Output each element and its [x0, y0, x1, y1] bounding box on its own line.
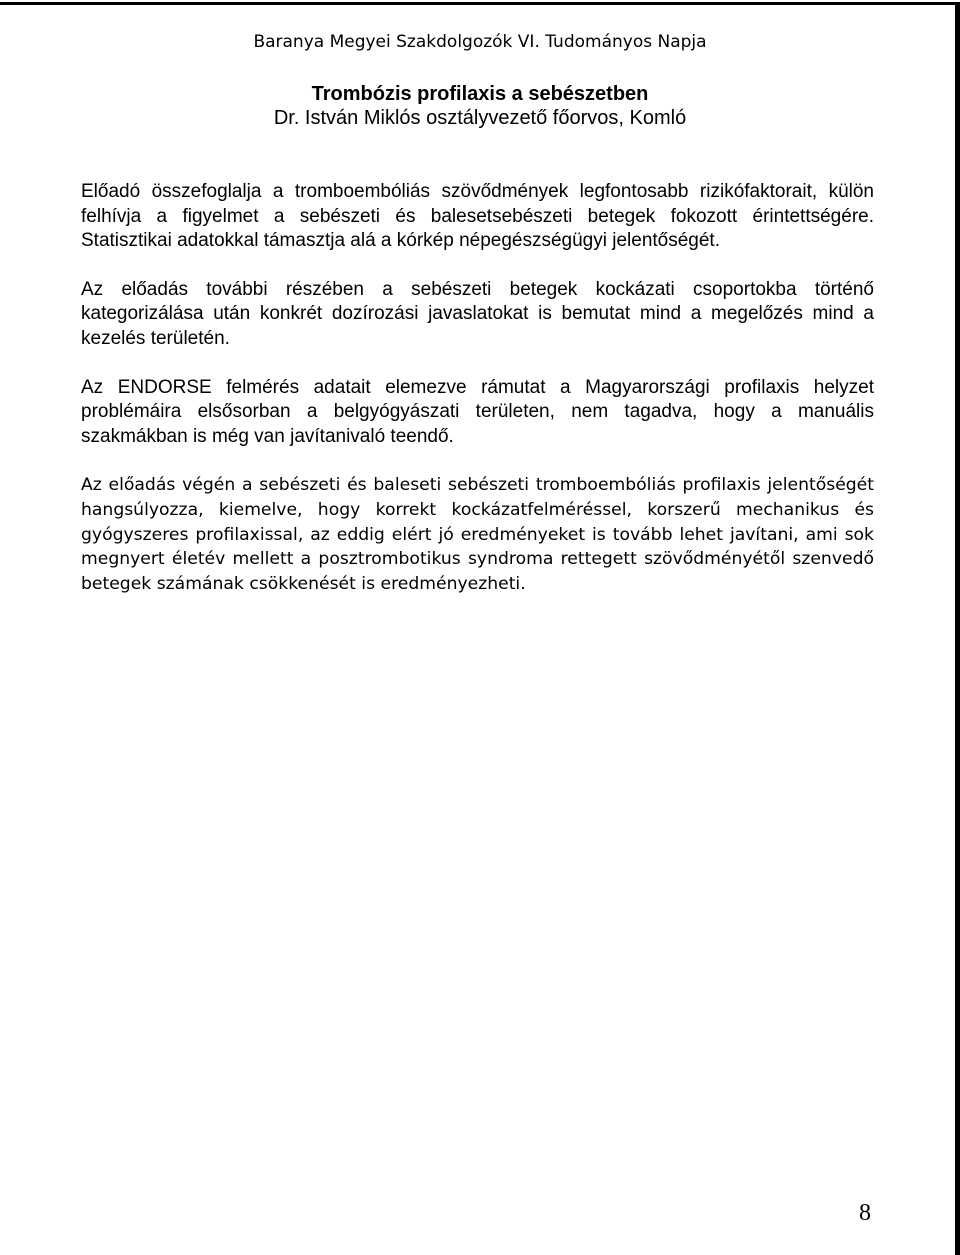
paragraph-3: Az ENDORSE felmérés adatait elemezve rámutat a Magyarországi profilaxis helyzet problémáira elsősorban a belgyógyászati területen, nem tagadva, hogy a manuális szakmákban is még van javítanivaló teendő.	[81, 376, 874, 447]
paragraph-2: Az előadás további részében a sebészeti betegek kockázati csoportokba történő kategorizálása után konkrét dozírozási javaslatokat is bemutat mind a megelőzés mind a kezelés területén.	[81, 278, 874, 349]
top-border-rule	[0, 2, 960, 5]
paragraph-1: Előadó összefoglalja a tromboembóliás szövődmények legfontosabb rizikófaktorait, külön felhívja a figyelmet a sebészeti és balesetsebészeti betegek fokozott érintettségére. Statisztikai adatokkal támasztja alá a kórkép népegészségügyi jelentőségét.	[81, 181, 874, 252]
running-header: Baranya Megyei Szakdolgozók VI. Tudományos Napja	[253, 32, 707, 52]
article-author: Dr. István Miklós osztályvezető főorvos, Komló	[273, 107, 687, 129]
article-body	[81, 180, 874, 596]
page-number: 8	[859, 1200, 871, 1226]
paragraph-4: Az előadás végén a sebészeti és baleseti sebészeti tromboembóliás profilaxis jelentőségét hangsúlyozza, kiemelve, hogy korrekt kockázatfelméréssel, korszerű mechanikus és gyógyszeres profilaxissal, az eddig elért jó eredményeket is tovább lehet javítani, ami sok megnyert életév mellett a posztrombotikus syndroma rettegett szövődményétől szenvedő betegek számának csökkenését is eredményezheti.	[81, 475, 874, 594]
article-title: Trombózis profilaxis a sebészetben	[311, 83, 649, 105]
right-border-rule	[955, 2, 960, 1255]
